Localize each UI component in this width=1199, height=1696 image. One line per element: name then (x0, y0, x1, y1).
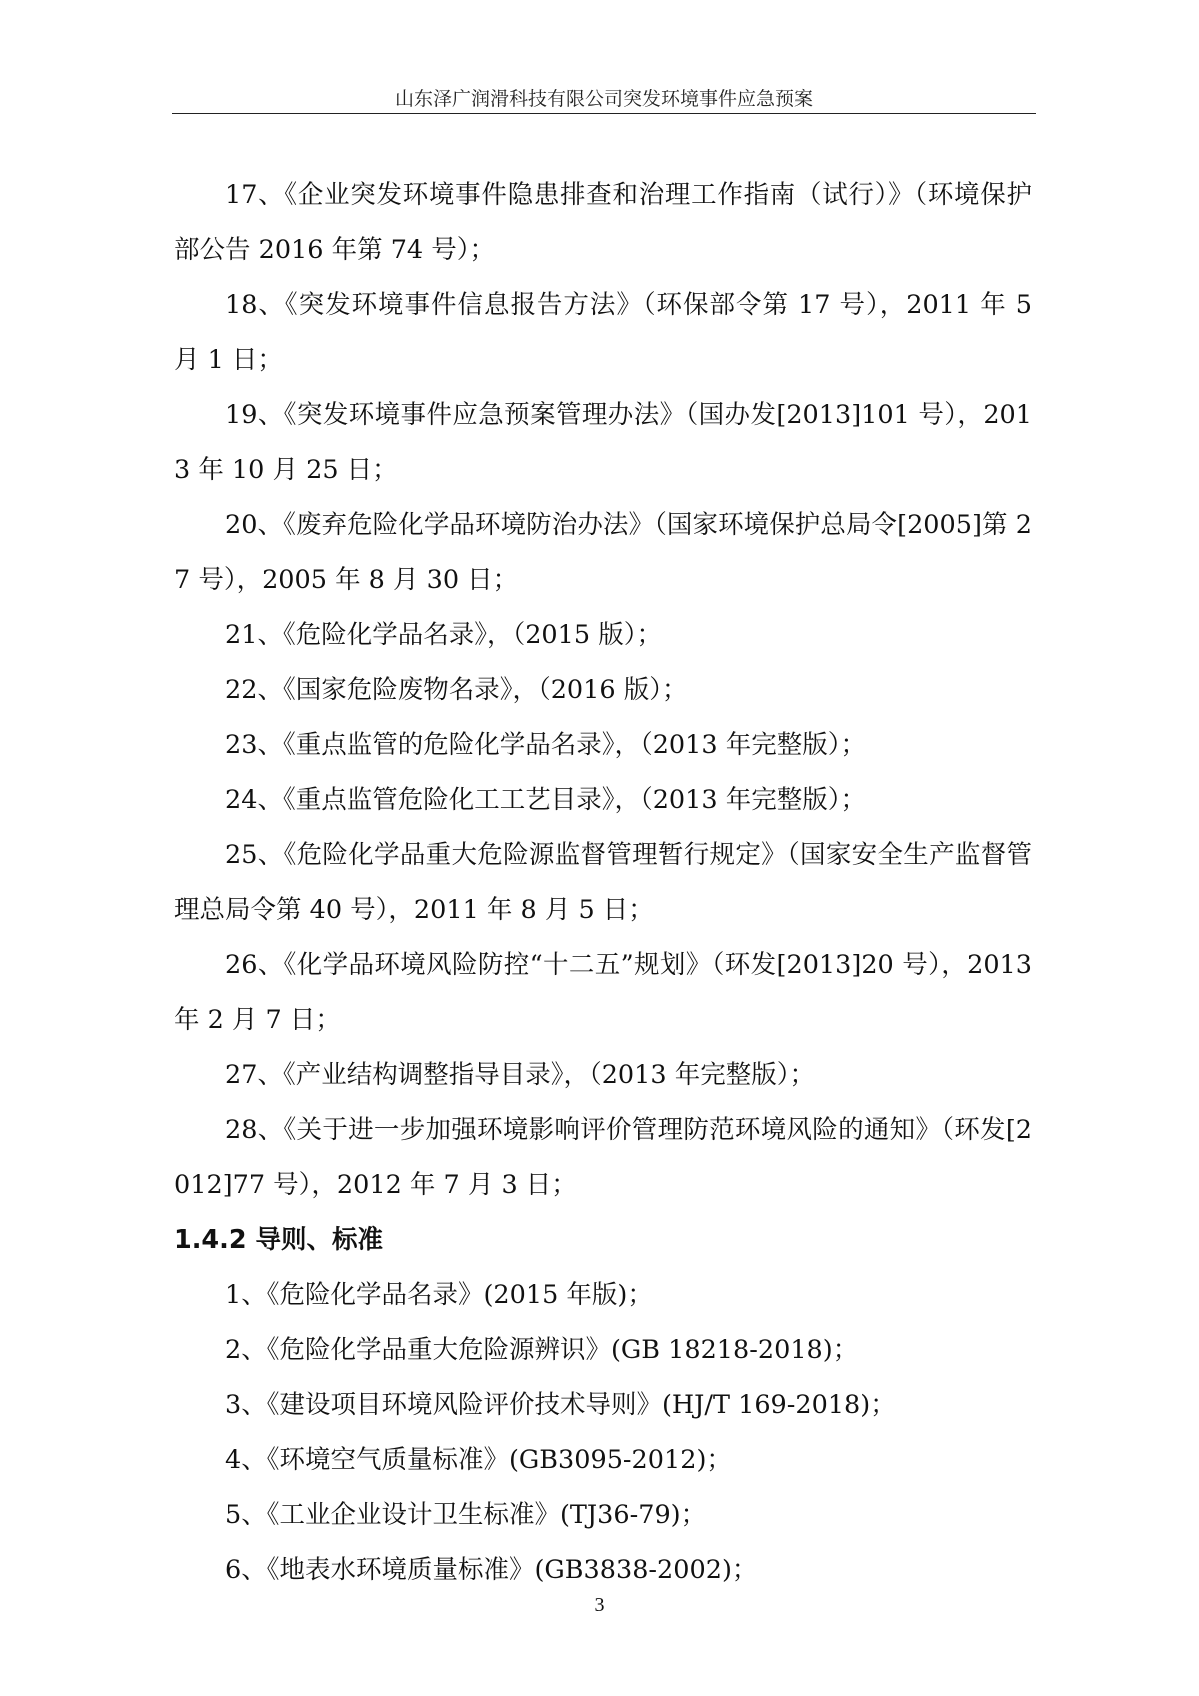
standard-item-6: 6、《地表水环境质量标准》(GB3838-2002)； (225, 1555, 758, 1585)
law-item-17: 17、《企业突发环境事件隐患排查和治理工作指南（试行）》（环境保护部公告 2016 年第 74 号）； (174, 180, 1032, 265)
standard-item-4: 4、《环境空气质量标准》(GB3095-2012)； (225, 1445, 732, 1475)
standard-item-1: 1、《危险化学品名录》(2015 年版)； (225, 1280, 653, 1310)
page-header: 山东泽广润滑科技有限公司突发环境事件应急预案 (394, 89, 813, 110)
law-item-27: 27、《产业结构调整指导目录》，（2013 年完整版）； (225, 1060, 815, 1090)
page-number: 3 (594, 1594, 605, 1616)
law-item-26: 26、《化学品环境风险防控“十二五”规划》（环发[2013]20 号），2013 年 2 月 7 日； (174, 950, 1032, 1035)
law-item-21: 21、《危险化学品名录》，（2015 版）； (225, 620, 662, 650)
section-heading: 1.4.2 导则、标准 (174, 1225, 383, 1255)
law-item-25: 25、《危险化学品重大危险源监督管理暂行规定》（国家安全生产监督管理总局令第 40 号），2011 年 8 月 5 日； (174, 840, 1032, 925)
law-item-23: 23、《重点监管的危险化学品名录》，（2013 年完整版）； (225, 730, 866, 760)
header-rule (172, 113, 1036, 114)
law-item-28: 28、《关于进一步加强环境影响评价管理防范环境风险的通知》（环发[2012]77 号），2012 年 7 月 3 日； (174, 1115, 1032, 1200)
document-body (174, 168, 1032, 1598)
law-item-24: 24、《重点监管危险化工工艺目录》，（2013 年完整版）； (225, 785, 866, 815)
standard-item-5: 5、《工业企业设计卫生标准》(TJ36-79)； (225, 1500, 707, 1530)
standard-item-2: 2、《危险化学品重大危险源辨识》(GB 18218-2018)； (225, 1335, 859, 1365)
standard-item-3: 3、《建设项目环境风险评价技术导则》(HJ/T 169-2018)； (225, 1390, 896, 1420)
law-item-19: 19、《突发环境事件应急预案管理办法》（国办发[2013]101 号），2013 年 10 月 25 日； (174, 400, 1032, 485)
law-item-22: 22、《国家危险废物名录》，（2016 版）； (225, 675, 688, 705)
law-item-20: 20、《废弃危险化学品环境防治办法》（国家环境保护总局令[2005]第 27 号），2005 年 8 月 30 日； (174, 510, 1032, 595)
law-item-18: 18、《突发环境事件信息报告方法》（环保部令第 17 号），2011 年 5 月 1 日； (174, 290, 1032, 375)
